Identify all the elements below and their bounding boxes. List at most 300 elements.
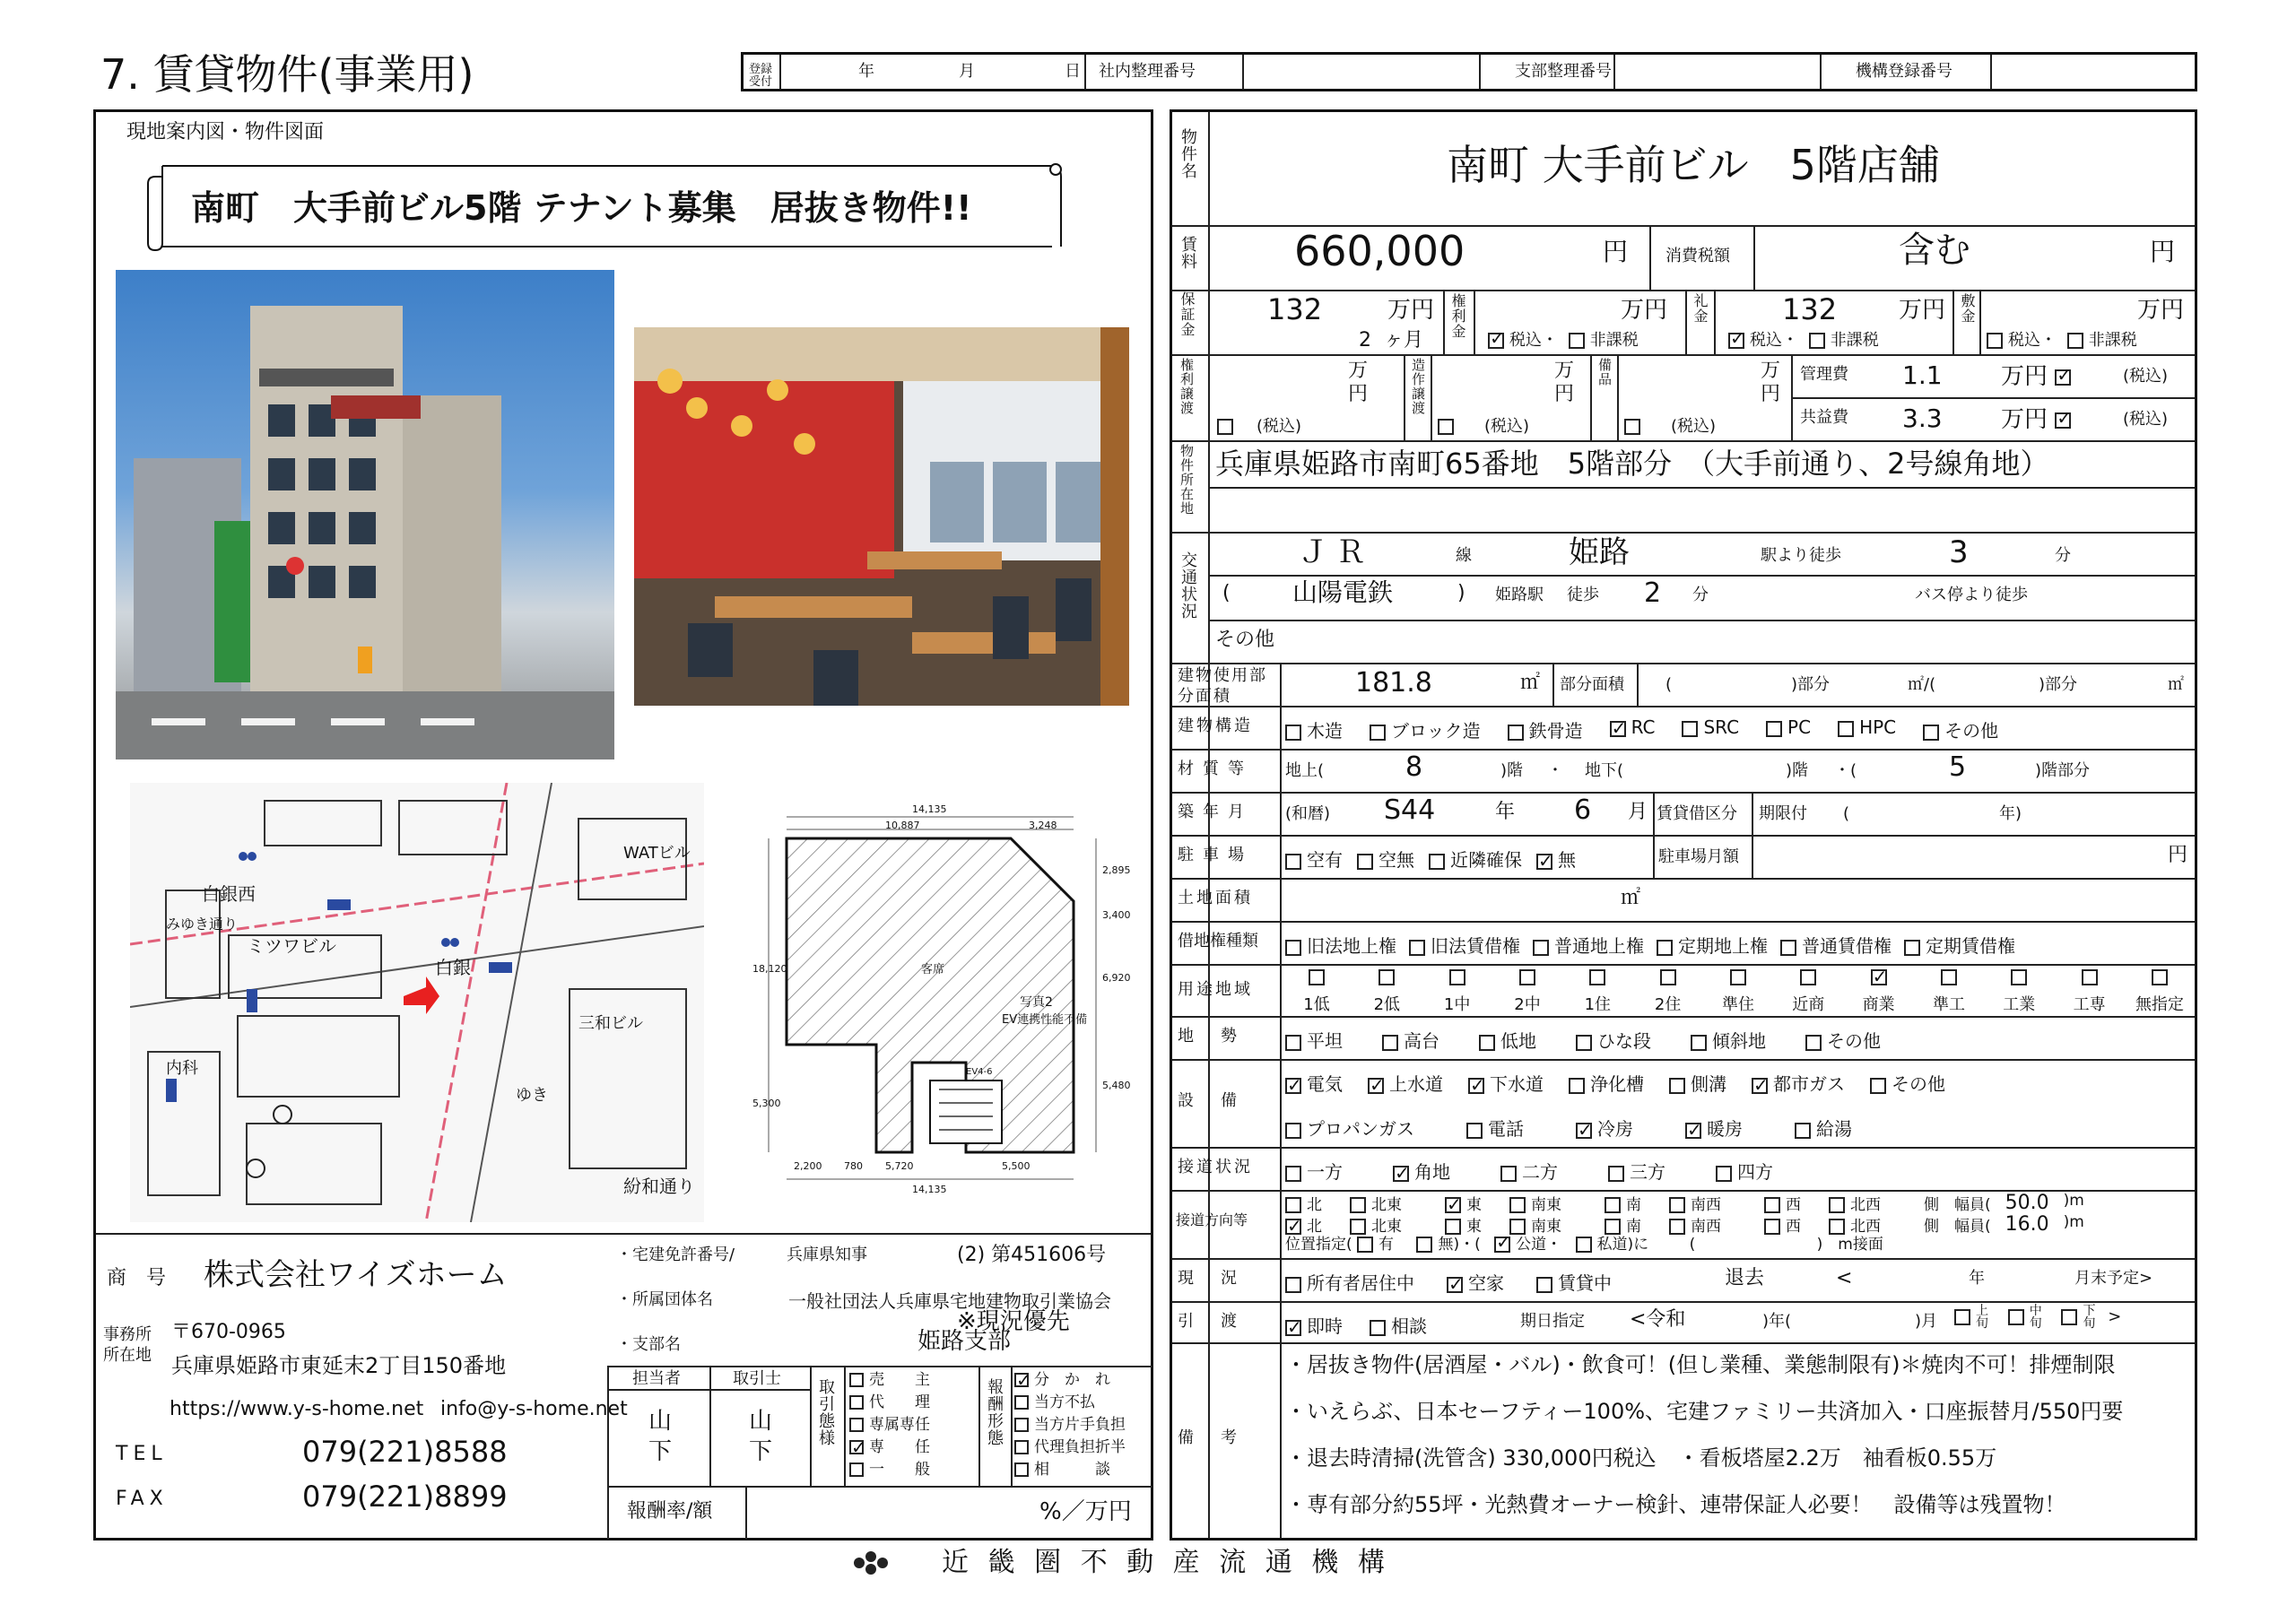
fee-form-0-label: 分 か れ: [1034, 1371, 1110, 1389]
rent-yen: 円: [1603, 237, 1629, 266]
lease-right-option-2: [1533, 932, 1644, 958]
road-dir-1-5: [1669, 1192, 1759, 1213]
area-unit: ㎡: [1520, 672, 1541, 694]
zone-option-1-checkbox[interactable]: [1378, 969, 1395, 985]
road-dir-2-1-label: 北東: [1371, 1218, 1402, 1236]
road-option-1-checkbox[interactable]: [1393, 1166, 1409, 1182]
terrain-option-0: [1285, 1027, 1343, 1053]
structure-option-7-checkbox[interactable]: [1923, 725, 1939, 741]
deposit-month-unit: ヶ月: [1384, 329, 1424, 352]
facility1-option-2-label: 下水道: [1490, 1073, 1544, 1095]
structure-option-4-label: SRC: [1703, 716, 1740, 738]
facility2-option-3-label: 暖房: [1707, 1118, 1743, 1140]
lease-right-option-4-checkbox[interactable]: [1780, 940, 1796, 956]
lease-right-option-2-label: 普通地上権: [1554, 935, 1644, 957]
part-area-part: )部分: [1791, 675, 1831, 694]
lease-right-option-0-label: 旧法地上権: [1307, 935, 1396, 957]
right-panel: [1170, 109, 2197, 1541]
handover-option-1-label: 相談: [1391, 1315, 1427, 1337]
road-dir-2-7-label: 北西: [1850, 1218, 1881, 1236]
registration-bar: [741, 52, 2197, 91]
facility1-option-2-checkbox[interactable]: [1468, 1078, 1484, 1094]
terrain-option-1: [1382, 1027, 1439, 1053]
lease-right-option-0: [1285, 932, 1396, 958]
road-option-2-checkbox[interactable]: [1500, 1166, 1517, 1182]
fax-number: 079(221)8899: [302, 1480, 508, 1514]
equipment-tax-checkbox[interactable]: [1624, 419, 1640, 435]
terrain-option-0-checkbox[interactable]: [1285, 1035, 1301, 1051]
map-label-wat: WATビル: [623, 844, 691, 863]
walk-minute-unit: 分: [2055, 546, 2071, 565]
facility2-option-3: [1685, 1115, 1743, 1141]
road-dir-2-5-label: 南西: [1691, 1218, 1721, 1236]
reg-org-no-label: 機構登録番号: [1856, 62, 1952, 81]
date-spec-year: )年(: [1762, 1312, 1792, 1331]
lease-right-option-2-checkbox[interactable]: [1533, 940, 1549, 956]
road-label: 接道状況: [1178, 1158, 1253, 1176]
date-spec-label: 期日指定: [1520, 1312, 1585, 1331]
trade-type-3-checkbox[interactable]: [849, 1440, 864, 1454]
terrain-option-3: [1576, 1027, 1651, 1053]
zone-option-7-checkbox[interactable]: [1800, 969, 1816, 985]
road-dir-2-2-checkbox[interactable]: [1445, 1219, 1461, 1235]
built-year: S44: [1384, 794, 1436, 826]
name-label: 物件名: [1178, 128, 1197, 179]
fee-rate-unit: %／万円: [1039, 1498, 1132, 1525]
status-option-1-label: 空家: [1468, 1272, 1504, 1294]
facility2-option-2-checkbox[interactable]: [1576, 1123, 1592, 1139]
lease-type-label: 賃貸借区分: [1657, 804, 1737, 823]
fixture-unit: 万円: [1554, 360, 1575, 406]
floors-dot: ・: [1547, 761, 1563, 780]
trade-type-2: [849, 1414, 975, 1436]
zone-label: 用途地域: [1178, 980, 1253, 999]
structure-option-2-label: 鉄骨造: [1528, 720, 1583, 742]
built-month-unit: 月: [1628, 801, 1648, 823]
facility1-option-0-checkbox[interactable]: [1285, 1078, 1301, 1094]
parking-option-0-checkbox[interactable]: [1285, 854, 1301, 870]
floors-label: 材質等: [1178, 759, 1253, 778]
interior-photo: [634, 327, 1129, 706]
map-label-sanwa: 三和ビル: [578, 1014, 643, 1033]
facility2-option-1-checkbox[interactable]: [1466, 1123, 1483, 1139]
part-area-part2: )部分: [2039, 675, 2078, 694]
status-option-1: [1447, 1269, 1504, 1295]
part-area-label: 部分面積: [1560, 675, 1624, 694]
road-dir-1-4: [1605, 1192, 1664, 1213]
road-dir-1-7-checkbox[interactable]: [1829, 1197, 1845, 1213]
zone-option-1: [1355, 968, 1418, 1014]
zone-option-12-checkbox[interactable]: [2152, 969, 2168, 985]
road-dir-2-5: [1669, 1213, 1759, 1235]
current-priority-note: ※現況優先: [957, 1308, 1070, 1335]
road-dir-2-0-checkbox[interactable]: [1285, 1219, 1301, 1235]
structure-option-5: [1766, 716, 1811, 742]
deposit-label: 保証金: [1178, 291, 1196, 337]
lease-year-close: 年): [1999, 804, 2022, 823]
structure-option-6-checkbox[interactable]: [1838, 721, 1854, 737]
line2-close: ): [1457, 582, 1465, 604]
structure-option-1: [1370, 716, 1481, 742]
zone-options: [1285, 968, 2191, 1014]
terrain-option-5-checkbox[interactable]: [1805, 1035, 1822, 1051]
train-line-2: 山陽電鉄: [1292, 577, 1394, 607]
trade-type-3-label: 専 任: [869, 1438, 930, 1456]
tel-label: TEL: [116, 1443, 168, 1465]
structure-option-5-label: PC: [1787, 716, 1812, 738]
left-panel: [93, 109, 1153, 1541]
plan-dim-b4: 5,500: [1002, 1160, 1031, 1172]
trade-type-0: [849, 1369, 975, 1392]
reg-branch-no-label: 支部整理番号: [1515, 62, 1612, 81]
road-dir-2-4-checkbox[interactable]: [1605, 1219, 1621, 1235]
zone-option-8: [1848, 968, 1910, 1014]
road-dir-1-3-checkbox[interactable]: [1509, 1197, 1526, 1213]
parking-option-2-label: 近隣確保: [1450, 849, 1522, 871]
gejun-checkbox[interactable]: [2061, 1309, 2077, 1325]
fax-label: FAX: [116, 1488, 169, 1510]
zone-option-2: [1426, 968, 1489, 1014]
company-address: 兵庫県姫路市東延末2丁目150番地: [171, 1353, 507, 1378]
trade-type-1-checkbox[interactable]: [849, 1395, 864, 1410]
zone-option-10-checkbox[interactable]: [2011, 969, 2027, 985]
shiki-tax-free-checkbox[interactable]: [2067, 333, 2083, 349]
fee-form-0: [1014, 1369, 1149, 1392]
map-label-miyuki: みゆき通り: [166, 916, 239, 933]
zone-option-9-checkbox[interactable]: [1941, 969, 1957, 985]
road-dir-1-5-label: 南西: [1691, 1196, 1721, 1214]
terrain-option-2: [1479, 1027, 1536, 1053]
tel-number: 079(221)8588: [302, 1435, 508, 1469]
building-photo: [116, 270, 614, 759]
remarks-list: [1285, 1351, 2193, 1538]
facility1-option-1: [1368, 1070, 1443, 1096]
private-road-checkbox[interactable]: [1576, 1237, 1592, 1253]
facility2-option-3-checkbox[interactable]: [1685, 1123, 1701, 1139]
structure-option-1-label: ブロック造: [1391, 720, 1481, 742]
zone-option-6-checkbox[interactable]: [1730, 969, 1746, 985]
parking-label: 駐車場: [1178, 846, 1253, 864]
parking-option-2-checkbox[interactable]: [1429, 854, 1445, 870]
deposit-months: 2: [1359, 329, 1371, 352]
staff-label: 担当者: [632, 1369, 681, 1388]
train-line: ＪＲ: [1298, 534, 1373, 570]
structure-options: [1285, 716, 2191, 742]
zone-option-8-checkbox[interactable]: [1871, 969, 1887, 985]
structure-option-3-checkbox[interactable]: [1610, 721, 1626, 737]
road-option-4: [1716, 1158, 1773, 1184]
road-dir-1-6-label: 西: [1786, 1196, 1801, 1214]
handover-option-1-checkbox[interactable]: [1370, 1320, 1386, 1336]
remark-line-2: ・退去時清掃(洗管含) 330,000円税込 ・看板塔屋2.2万 袖看板0.55万: [1285, 1445, 1997, 1471]
trade-type-1-label: 代 理: [869, 1393, 930, 1411]
road-dir-1-0: [1285, 1192, 1344, 1213]
fee-form-2-checkbox[interactable]: [1014, 1418, 1029, 1432]
equipment-unit: 万円: [1761, 360, 1781, 406]
terrain-option-4: [1691, 1027, 1766, 1053]
remarks-label: 備考: [1178, 1428, 1264, 1447]
position-no-checkbox[interactable]: [1416, 1237, 1432, 1253]
plan-ev-note: EV連携性能不備: [1002, 1013, 1088, 1027]
vacate-year: 年: [1969, 1269, 1985, 1288]
structure-option-0-checkbox[interactable]: [1285, 725, 1301, 741]
fixture-tax-checkbox[interactable]: [1438, 419, 1454, 435]
zone-option-6-label: 準住: [1721, 995, 1754, 1014]
fee-form-label: 報酬形態: [985, 1378, 1004, 1446]
zone-option-10-label: 工業: [2003, 995, 2036, 1014]
facility1-option-3-label: 浄化槽: [1590, 1073, 1644, 1095]
plan-room-label: 客席: [921, 963, 945, 976]
terrain-option-1-checkbox[interactable]: [1382, 1035, 1398, 1051]
part-area-open: (: [1665, 675, 1673, 694]
road-dir-1-7-label: 北西: [1850, 1196, 1881, 1214]
company-email: info@y-s-home.net: [440, 1398, 628, 1420]
shiki-tax-in-checkbox[interactable]: [1987, 333, 2003, 349]
position-row: 位置指定( 有 無)・( ✓ 公道・ 私道)に ( ) m接面: [1285, 1237, 1883, 1253]
facility2-option-4-checkbox[interactable]: [1795, 1123, 1811, 1139]
facility1-option-1-checkbox[interactable]: [1368, 1078, 1384, 1094]
fee-form-4: [1014, 1459, 1149, 1481]
dealer-label: 取引士: [733, 1369, 781, 1388]
trade-type-2-checkbox[interactable]: [849, 1418, 864, 1432]
terrain-options: [1285, 1027, 2191, 1053]
lease-right-option-0-checkbox[interactable]: [1285, 940, 1301, 956]
parking-option-1-checkbox[interactable]: [1357, 854, 1373, 870]
status-option-2-label: 賃貸中: [1558, 1272, 1612, 1294]
zone-option-7-label: 近商: [1792, 995, 1825, 1014]
road-dir-2-1: [1350, 1213, 1439, 1235]
lease-right-option-4: [1780, 932, 1892, 958]
trade-type-1: [849, 1392, 975, 1414]
trade-type-0-label: 売 主: [869, 1371, 930, 1389]
status-option-2-checkbox[interactable]: [1536, 1277, 1552, 1293]
road-dir-2-3-checkbox[interactable]: [1509, 1219, 1526, 1235]
tax-amount: 含む: [1899, 230, 1970, 271]
license-label: ・宅建免許番号/: [616, 1245, 735, 1264]
facility1-option-0-label: 電気: [1307, 1073, 1343, 1095]
facility2-option-4: [1795, 1115, 1852, 1141]
fixture-tax: (税込): [1438, 419, 1529, 435]
rei-tax-in-checkbox[interactable]: [1728, 333, 1744, 349]
zone-option-0-checkbox[interactable]: [1309, 969, 1325, 985]
road-dir-1-3: [1509, 1192, 1599, 1213]
road-dir-1-7: [1829, 1192, 1918, 1213]
terrain-option-1-label: 高台: [1404, 1030, 1439, 1052]
jojun-checkbox[interactable]: [1954, 1309, 1970, 1325]
facility1-option-5-checkbox[interactable]: [1752, 1078, 1768, 1094]
key-tax-in-checkbox[interactable]: [1488, 333, 1504, 349]
zone-option-5-checkbox[interactable]: [1660, 969, 1676, 985]
key-tax-opts: ✓税込・ 非課税: [1488, 333, 1639, 349]
tax-yen: 円: [2150, 237, 2176, 266]
structure-option-3: [1610, 716, 1656, 742]
road-option-2-label: 二方: [1522, 1161, 1558, 1183]
road-option-0-checkbox[interactable]: [1285, 1166, 1301, 1182]
road-dir-1-2-label: 東: [1466, 1196, 1482, 1214]
trade-type-4-checkbox[interactable]: [849, 1462, 864, 1477]
road-dir-1-1-checkbox[interactable]: [1350, 1197, 1366, 1213]
road-dir-1-0-label: 北: [1307, 1196, 1322, 1214]
fee-form-1-label: 当方不払: [1034, 1393, 1095, 1411]
branch-label: ・支部名: [616, 1335, 681, 1354]
trade-type-0-checkbox[interactable]: [849, 1373, 864, 1387]
shiki-unit: 万円: [2137, 297, 2185, 324]
common-fee-label: 共益費: [1800, 408, 1848, 427]
facility2-option-2-label: 冷房: [1597, 1118, 1633, 1140]
parking-option-0-label: 空有: [1307, 849, 1343, 871]
mgmt-tax-checkbox[interactable]: [2055, 369, 2071, 386]
road-dir-2-0-label: 北: [1307, 1218, 1322, 1236]
train-station: 姫路: [1569, 534, 1630, 570]
assoc-name: 一般社団法人兵庫県宅地建物取引業協会: [788, 1290, 1111, 1312]
zone-option-6: [1707, 968, 1770, 1014]
road-options: [1285, 1158, 2191, 1184]
road-dir-1-3-label: 南東: [1531, 1196, 1561, 1214]
trade-type-3: [849, 1436, 975, 1459]
common-tax-checkbox[interactable]: [2055, 412, 2071, 429]
road-dir-2-width-unit: )m: [2063, 1213, 2084, 1231]
built-label: 築年月: [1178, 803, 1253, 821]
structure-option-5-checkbox[interactable]: [1766, 721, 1782, 737]
zone-option-3-checkbox[interactable]: [1519, 969, 1535, 985]
facility-options-2: [1285, 1115, 2191, 1141]
walk-minutes: 3: [1949, 534, 1969, 570]
road-dir-1-2-checkbox[interactable]: [1445, 1197, 1461, 1213]
remark-line-0: ・居抜き物件(居酒屋・バル)・飲食可！(但し業種、業態制限有)＊焼肉不可！排煙制限: [1285, 1352, 2116, 1377]
branch-name: 姫路支部: [918, 1328, 1012, 1355]
lease-right-option-5-checkbox[interactable]: [1904, 940, 1920, 956]
map-label-shirogane: 白銀: [435, 957, 471, 978]
plan-dim-r4: 5,480: [1102, 1080, 1131, 1091]
facility2-option-1-label: 電話: [1488, 1118, 1524, 1140]
road-dir-1-5-checkbox[interactable]: [1669, 1197, 1685, 1213]
facility1-option-4: [1669, 1070, 1726, 1096]
vacate-open: <: [1836, 1267, 1853, 1289]
road-dir-2-width-value: 16.0: [2005, 1213, 2049, 1236]
zone-option-4: [1566, 968, 1629, 1014]
lease-right-option-1-checkbox[interactable]: [1409, 940, 1425, 956]
road-dir-2-6-checkbox[interactable]: [1764, 1219, 1780, 1235]
fee-form-0-checkbox[interactable]: [1014, 1373, 1029, 1387]
key-money-label: 権利金: [1449, 293, 1466, 339]
status-options: [1285, 1269, 1680, 1295]
terrain-option-3-checkbox[interactable]: [1576, 1035, 1592, 1051]
facility1-option-3-checkbox[interactable]: [1569, 1078, 1585, 1094]
walk2-label: 徒歩: [1567, 586, 1599, 604]
terrain-option-2-checkbox[interactable]: [1479, 1035, 1495, 1051]
road-dir-1-1: [1350, 1192, 1439, 1213]
facility1-option-4-checkbox[interactable]: [1669, 1078, 1685, 1094]
postal-code: 〒670-0965: [171, 1321, 286, 1343]
structure-option-2: [1508, 716, 1583, 742]
parking-option-0: [1285, 846, 1343, 872]
facility-options-1: [1285, 1070, 2191, 1096]
floor-plan-illustration: [751, 794, 1145, 1215]
handover-option-0-checkbox[interactable]: [1285, 1320, 1301, 1336]
road-dir-1-0-checkbox[interactable]: [1285, 1197, 1301, 1213]
position-yes-checkbox[interactable]: [1357, 1237, 1373, 1253]
reg-internal-no-label: 社内整理番号: [1099, 62, 1196, 81]
road-option-3-checkbox[interactable]: [1608, 1166, 1624, 1182]
key-tax-free-checkbox[interactable]: [1569, 333, 1585, 349]
zone-option-1-label: 2低: [1373, 995, 1401, 1014]
zone-option-11-checkbox[interactable]: [2082, 969, 2098, 985]
mgmt-fee-amount: 1.1: [1902, 360, 1943, 390]
road-dir-1-width-value: 50.0: [2005, 1192, 2049, 1214]
structure-option-0: [1285, 716, 1343, 742]
parking-option-3-checkbox[interactable]: [1536, 854, 1552, 870]
lease-type: 期限付: [1759, 804, 1807, 823]
road-dir-1-1-label: 北東: [1371, 1196, 1402, 1214]
fee-form-4-label: 相 談: [1034, 1461, 1110, 1479]
trade-type-4-label: 一 般: [869, 1461, 930, 1479]
structure-option-6-label: HPC: [1859, 716, 1897, 738]
status-option-1-checkbox[interactable]: [1447, 1277, 1463, 1293]
reg-month: 月: [959, 62, 975, 81]
road-dir-1-4-checkbox[interactable]: [1605, 1197, 1621, 1213]
part-area-sqm2: ㎡: [2168, 675, 2184, 694]
road-dir-2-5-checkbox[interactable]: [1669, 1219, 1685, 1235]
facility2-option-0-checkbox[interactable]: [1285, 1123, 1301, 1139]
road-option-0-label: 一方: [1307, 1161, 1343, 1183]
line2-open: (: [1222, 582, 1231, 604]
company-label: 商 号: [107, 1267, 167, 1289]
road-dir-1-6-checkbox[interactable]: [1764, 1197, 1780, 1213]
location-map: [130, 783, 704, 1222]
road-dir-2-1-checkbox[interactable]: [1350, 1219, 1366, 1235]
road-option-4-checkbox[interactable]: [1716, 1166, 1732, 1182]
lease-right-option-3-checkbox[interactable]: [1657, 940, 1673, 956]
handover-options: [1285, 1312, 1500, 1338]
status-option-0-checkbox[interactable]: [1285, 1277, 1301, 1293]
facility2-option-0: [1285, 1115, 1414, 1141]
transfer-tax-checkbox[interactable]: [1217, 419, 1233, 435]
zone-option-11: [2058, 968, 2121, 1014]
road-dir-2-7-checkbox[interactable]: [1829, 1219, 1845, 1235]
structure-option-4-checkbox[interactable]: [1682, 721, 1698, 737]
structure-option-2-checkbox[interactable]: [1508, 725, 1524, 741]
dealer-name: 山下: [749, 1408, 773, 1465]
road-option-4-label: 四方: [1737, 1161, 1773, 1183]
terrain-option-5-label: その他: [1827, 1030, 1881, 1052]
trade-type-list: [849, 1369, 975, 1481]
zone-option-2-checkbox[interactable]: [1449, 969, 1465, 985]
structure-option-1-checkbox[interactable]: [1370, 725, 1386, 741]
fee-form-2: [1014, 1414, 1149, 1436]
lease-open: (: [1843, 804, 1850, 823]
rei-tax-free-checkbox[interactable]: [1809, 333, 1825, 349]
building-illustration: [116, 270, 614, 759]
fee-form-3-checkbox[interactable]: [1014, 1440, 1029, 1454]
fee-form-4-checkbox[interactable]: [1014, 1462, 1029, 1477]
footer-logo-icon: [848, 1549, 893, 1576]
zone-option-4-checkbox[interactable]: [1589, 969, 1605, 985]
facility1-option-6-checkbox[interactable]: [1870, 1078, 1886, 1094]
lease-right-option-5-label: 定期賃借権: [1926, 935, 2015, 957]
lease-right-option-4-label: 普通賃借権: [1802, 935, 1892, 957]
area-label: 建物使用部分面積: [1178, 666, 1267, 706]
chujun-checkbox[interactable]: [2008, 1309, 2024, 1325]
license-number: (2) 第451606号: [957, 1244, 1107, 1266]
handover-option-0: [1285, 1312, 1343, 1338]
zone-option-2-label: 1中: [1443, 995, 1471, 1014]
facility1-option-3: [1569, 1070, 1644, 1096]
fee-form-1-checkbox[interactable]: [1014, 1395, 1029, 1410]
terrain-option-4-checkbox[interactable]: [1691, 1035, 1707, 1051]
public-road-checkbox[interactable]: [1494, 1237, 1510, 1253]
shiki-tax-opts: 税込・ 非課税: [1987, 333, 2137, 349]
road-direction-row-1: [1285, 1192, 2191, 1213]
